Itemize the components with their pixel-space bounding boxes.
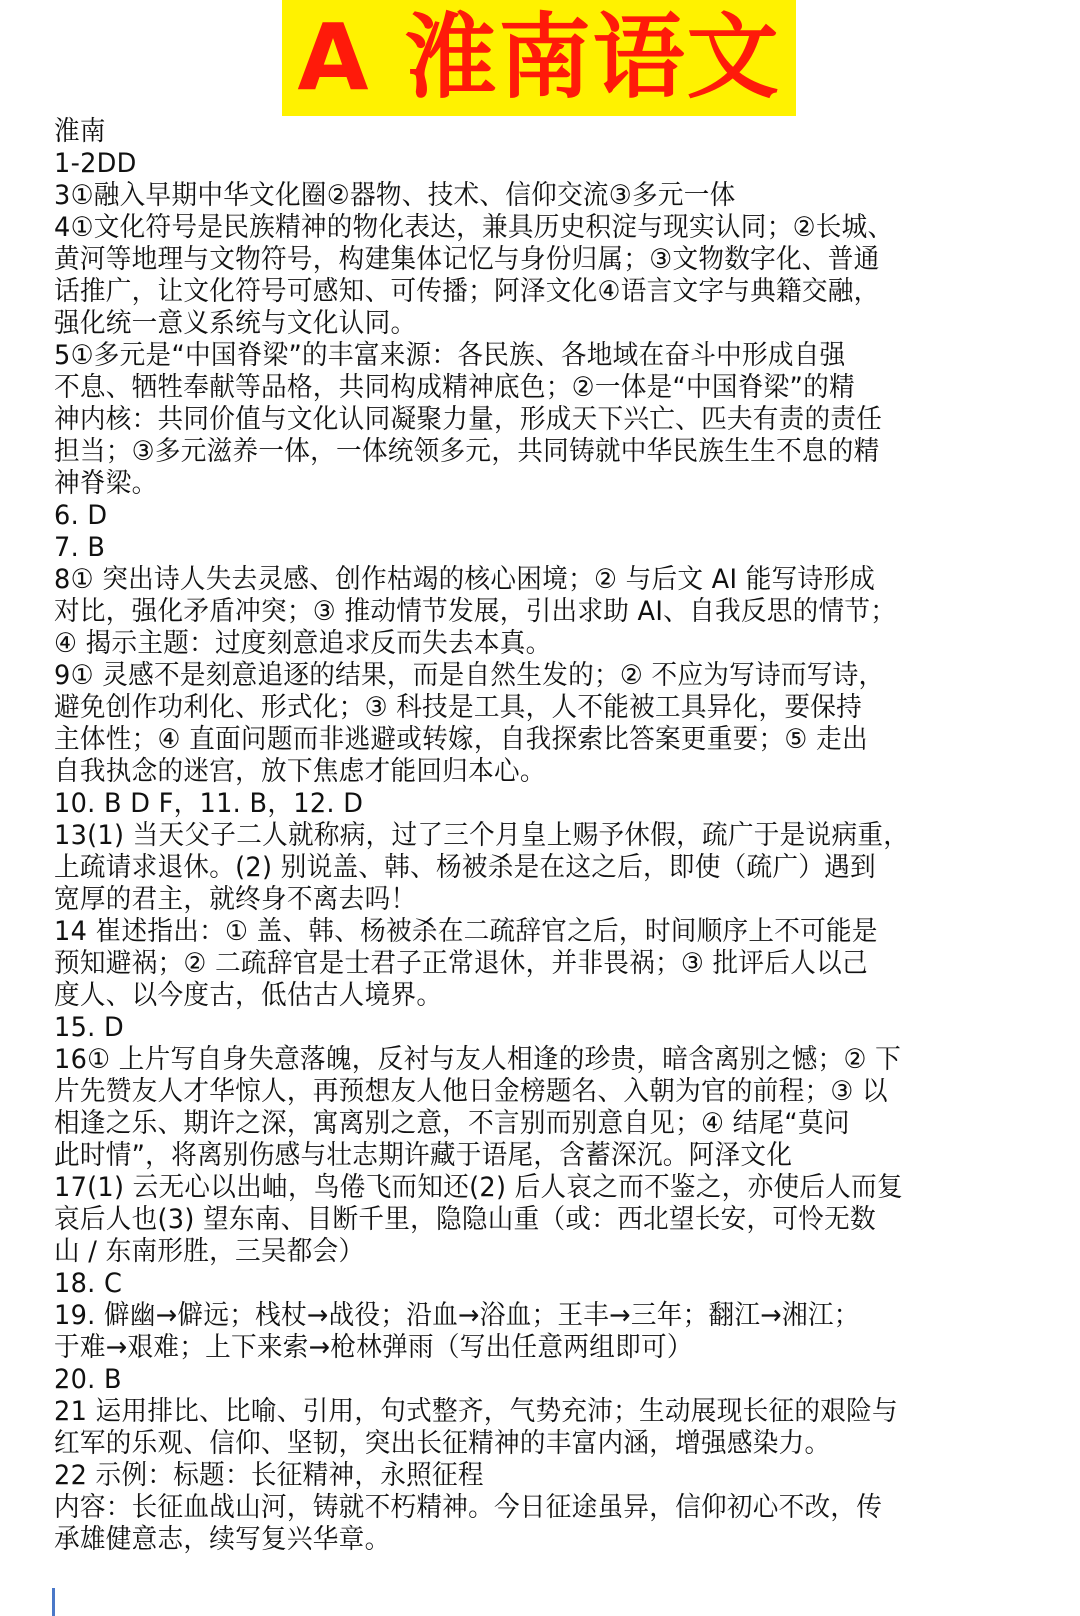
answer-line: 神内核：共同价值与文化认同凝聚力量，形成天下兴亡、匹夫有责的责任 [54, 404, 883, 435]
answer-line: 黄河等地理与文物符号，构建集体记忆与身份归属；③文物数字化、普通 [54, 244, 880, 275]
answer-line: 片先赞友人才华惊人，再预想友人他日金榜题名、入朝为官的前程；③ 以 [54, 1076, 888, 1107]
answer-line: 话推广，让文化符号可感知、可传播；阿泽文化④语言文字与典籍交融， [54, 276, 880, 307]
answer-line: 6. D [54, 500, 108, 531]
answer-line: 1-2DD [54, 148, 137, 179]
answer-line: 14 崔述指出：① 盖、韩、杨被杀在二疏辞官之后，时间顺序上不可能是 [54, 916, 878, 947]
answer-line: 预知避祸；② 二疏辞官是士君子正常退休，并非畏祸；③ 批评后人以己 [54, 948, 868, 979]
answer-line: 10. B D F，11. B，12. D [54, 788, 364, 819]
answer-line: 淮南 [54, 116, 106, 147]
answer-line: 强化统一意义系统与文化认同。 [54, 308, 417, 339]
answer-line: 4①文化符号是民族精神的物化表达，兼具历史积淀与现实认同；②长城、 [54, 212, 894, 243]
answer-text-body [54, 116, 1054, 1556]
answer-line: 13(1) 当天父子二人就称病，过了三个月皇上赐予休假，疏广于是说病重， [54, 820, 910, 851]
answer-line: 哀后人也(3) 望东南、目断千里，隐隐山重（或：西北望长安，可怜无数 [54, 1204, 876, 1235]
answer-line: 红军的乐观、信仰、坚韧，突出长征精神的丰富内涵，增强感染力。 [54, 1428, 831, 1459]
answer-line: 山 / 东南形胜，三吴都会） [54, 1236, 365, 1267]
answer-line: 上疏请求退休。(2) 别说盖、韩、杨被杀是在这之后，即使（疏广）遇到 [54, 852, 876, 883]
answer-line: 担当；③多元滋养一体，一体统领多元，共同铸就中华民族生生不息的精 [54, 436, 880, 467]
answer-line: 7. B [54, 532, 106, 563]
answer-line: 21 运用排比、比喻、引用，句式整齐，气势充沛；生动展现长征的艰险与 [54, 1396, 898, 1427]
answer-line: 9① 灵感不是刻意追逐的结果，而是自然生发的；② 不应为写诗而写诗， [54, 660, 885, 691]
banner-title: A 淮南语文 [297, 4, 781, 111]
answer-line: 相逢之乐、期许之深，寓离别之意，不言别而别意自见；④ 结尾“莫问 [54, 1108, 850, 1139]
answer-line: 此时情”，将离别伤感与壮志期许藏于语尾，含蓄深沉。阿泽文化 [54, 1140, 793, 1171]
answer-line: 承雄健意志，续写复兴华章。 [54, 1524, 391, 1555]
answer-line: 18. C [54, 1268, 123, 1299]
answer-line: 内容：长征血战山河，铸就不朽精神。今日征途虽异，信仰初心不改，传 [54, 1492, 883, 1523]
answer-line: 度人、以今度古，低估古人境界。 [54, 980, 443, 1011]
title-banner [282, 0, 796, 116]
answer-line: 不息、牺牲奉献等品格，共同构成精神底色；②一体是“中国脊梁”的精 [54, 372, 855, 403]
answer-line: 16① 上片写自身失意落魄，反衬与友人相逢的珍贵，暗含离别之憾；② 下 [54, 1044, 901, 1075]
answer-line: 自我执念的迷宫，放下焦虑才能回归本心。 [54, 756, 546, 787]
answer-line: 19. 僻幽→僻远；栈杖→战役；沿血→浴血；王丰→三年；翻江→湘江； [54, 1300, 860, 1331]
answer-line: 15. D [54, 1012, 124, 1043]
text-cursor-bar [52, 1588, 55, 1616]
answer-line: 对比，强化矛盾冲突；③ 推动情节发展，引出求助 AI、自我反思的情节； [54, 596, 897, 627]
answer-line: 3①融入早期中华文化圈②器物、技术、信仰交流③多元一体 [54, 180, 736, 211]
answer-line: 宽厚的君主，就终身不离去吗！ [54, 884, 417, 915]
answer-line: 5①多元是“中国脊梁”的丰富来源：各民族、各地域在奋斗中形成自强 [54, 340, 846, 371]
answer-line: ④ 揭示主题：过度刻意追求反而失去本真。 [54, 628, 552, 659]
answer-line: 神脊梁。 [54, 468, 158, 499]
answer-line: 于难→艰难；上下来索→枪林弹雨（写出任意两组即可） [54, 1332, 693, 1363]
answer-line: 8① 突出诗人失去灵感、创作枯竭的核心困境；② 与后文 AI 能写诗形成 [54, 564, 876, 595]
answer-line: 避免创作功利化、形式化；③ 科技是工具，人不能被工具异化，要保持 [54, 692, 863, 723]
answer-line: 主体性；④ 直面问题而非逃避或转嫁，自我探索比答案更重要；⑤ 走出 [54, 724, 868, 755]
answer-line: 17(1) 云无心以出岫，鸟倦飞而知还(2) 后人哀之而不鉴之，亦使后人而复 [54, 1172, 903, 1203]
answer-line: 22 示例：标题：长征精神，永照征程 [54, 1460, 484, 1491]
answer-line: 20. B [54, 1364, 122, 1395]
